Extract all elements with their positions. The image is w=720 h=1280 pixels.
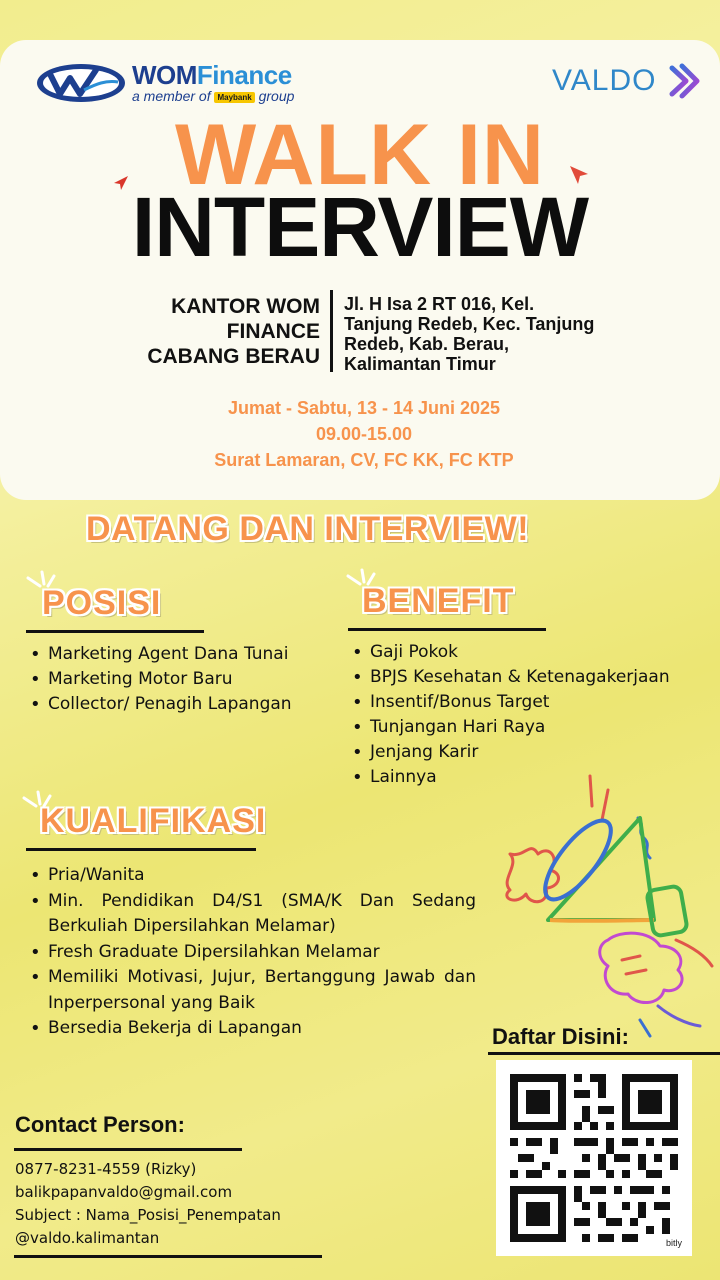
- qr-code[interactable]: [496, 1060, 692, 1256]
- contact-details: [15, 1158, 281, 1250]
- register-underline: [488, 1052, 720, 1055]
- list-item: • Jenjang Karir: [348, 740, 670, 765]
- list-item: • Min. Pendidikan D4/S1 (SMA/K Dan Sedang Berkuliah Dipersilahkan Melamar): [26, 889, 476, 940]
- cta-heading: DATANG DAN INTERVIEW!: [86, 510, 530, 548]
- list-item: • BPJS Kesehatan & Ketenagakerjaan: [348, 665, 670, 690]
- posisi-list: [26, 642, 292, 717]
- headline-walk-in: WALK IN: [174, 107, 546, 203]
- event-date: Jumat - Sabtu, 13 - 14 Juni 2025: [227, 398, 501, 418]
- kualifikasi-heading: KUALIFIKASI: [40, 802, 267, 840]
- contact-subject: Subject : Nama_Posisi_Penempatan: [15, 1206, 281, 1224]
- location-divider: [330, 290, 333, 372]
- posisi-heading: POSISI: [42, 584, 162, 622]
- list-item: • Marketing Agent Dana Tunai: [26, 642, 292, 667]
- list-item: • Pria/Wanita: [26, 863, 476, 889]
- contact-underline: [14, 1148, 242, 1151]
- list-item: • Collector/ Penagih Lapangan: [26, 692, 292, 717]
- wom-member-text: a member of Maybank group: [132, 88, 295, 104]
- qr-caption: bitly: [665, 1238, 682, 1248]
- list-item: • Marketing Motor Baru: [26, 667, 292, 692]
- list-item: • Bersedia Bekerja di Lapangan: [26, 1016, 476, 1042]
- benefit-list: [348, 640, 670, 790]
- posisi-underline: [26, 630, 204, 633]
- contact-email[interactable]: balikpapanvaldo@gmail.com: [15, 1183, 233, 1201]
- megaphone-icon: [490, 770, 720, 1040]
- list-item: • Memiliki Motivasi, Jujur, Bertanggung Jawab dan Inperpersonal yang Baik: [26, 965, 476, 1016]
- list-item: • Insentif/Bonus Target: [348, 690, 670, 715]
- valdo-logo-icon: [666, 62, 706, 100]
- contact-bottom-line: [14, 1255, 322, 1258]
- list-item: • Gaji Pokok: [348, 640, 670, 665]
- office-address: Jl. H Isa 2 RT 016, Kel. Tanjung Redeb, Kec. Tanjung Redeb, Kab. Berau, Kalimantan Timur: [344, 294, 595, 374]
- list-item: • Tunjangan Hari Raya: [348, 715, 670, 740]
- wom-finance-logo: [36, 60, 336, 108]
- register-label: Daftar Disini:: [492, 1024, 629, 1049]
- kualifikasi-list: [26, 863, 476, 1042]
- contact-instagram[interactable]: @valdo.kalimantan: [15, 1229, 160, 1247]
- benefit-underline: [348, 628, 546, 631]
- headline-interview: INTERVIEW: [131, 180, 589, 274]
- office-name: KANTOR WOM FINANCE CABANG BERAU: [147, 295, 320, 368]
- event-documents: Surat Lamaran, CV, FC KK, FC KTP: [214, 450, 514, 470]
- list-item: • Lainnya: [348, 765, 670, 790]
- benefit-heading: BENEFIT: [362, 582, 515, 620]
- wom-finance-name: WOMFinance: [132, 60, 292, 90]
- contact-heading: Contact Person:: [15, 1112, 185, 1137]
- valdo-logo: [552, 62, 712, 102]
- list-item: • Fresh Graduate Dipersilahkan Melamar: [26, 940, 476, 966]
- wom-logo-icon: [36, 62, 126, 104]
- kualifikasi-underline: [26, 848, 256, 851]
- event-time: 09.00-15.00: [315, 424, 413, 444]
- contact-phone[interactable]: 0877-8231-4559 (Rizky): [15, 1160, 197, 1178]
- maybank-badge: Maybank: [214, 92, 254, 103]
- qr-code-icon: [510, 1074, 678, 1242]
- valdo-name: VALDO: [552, 64, 657, 97]
